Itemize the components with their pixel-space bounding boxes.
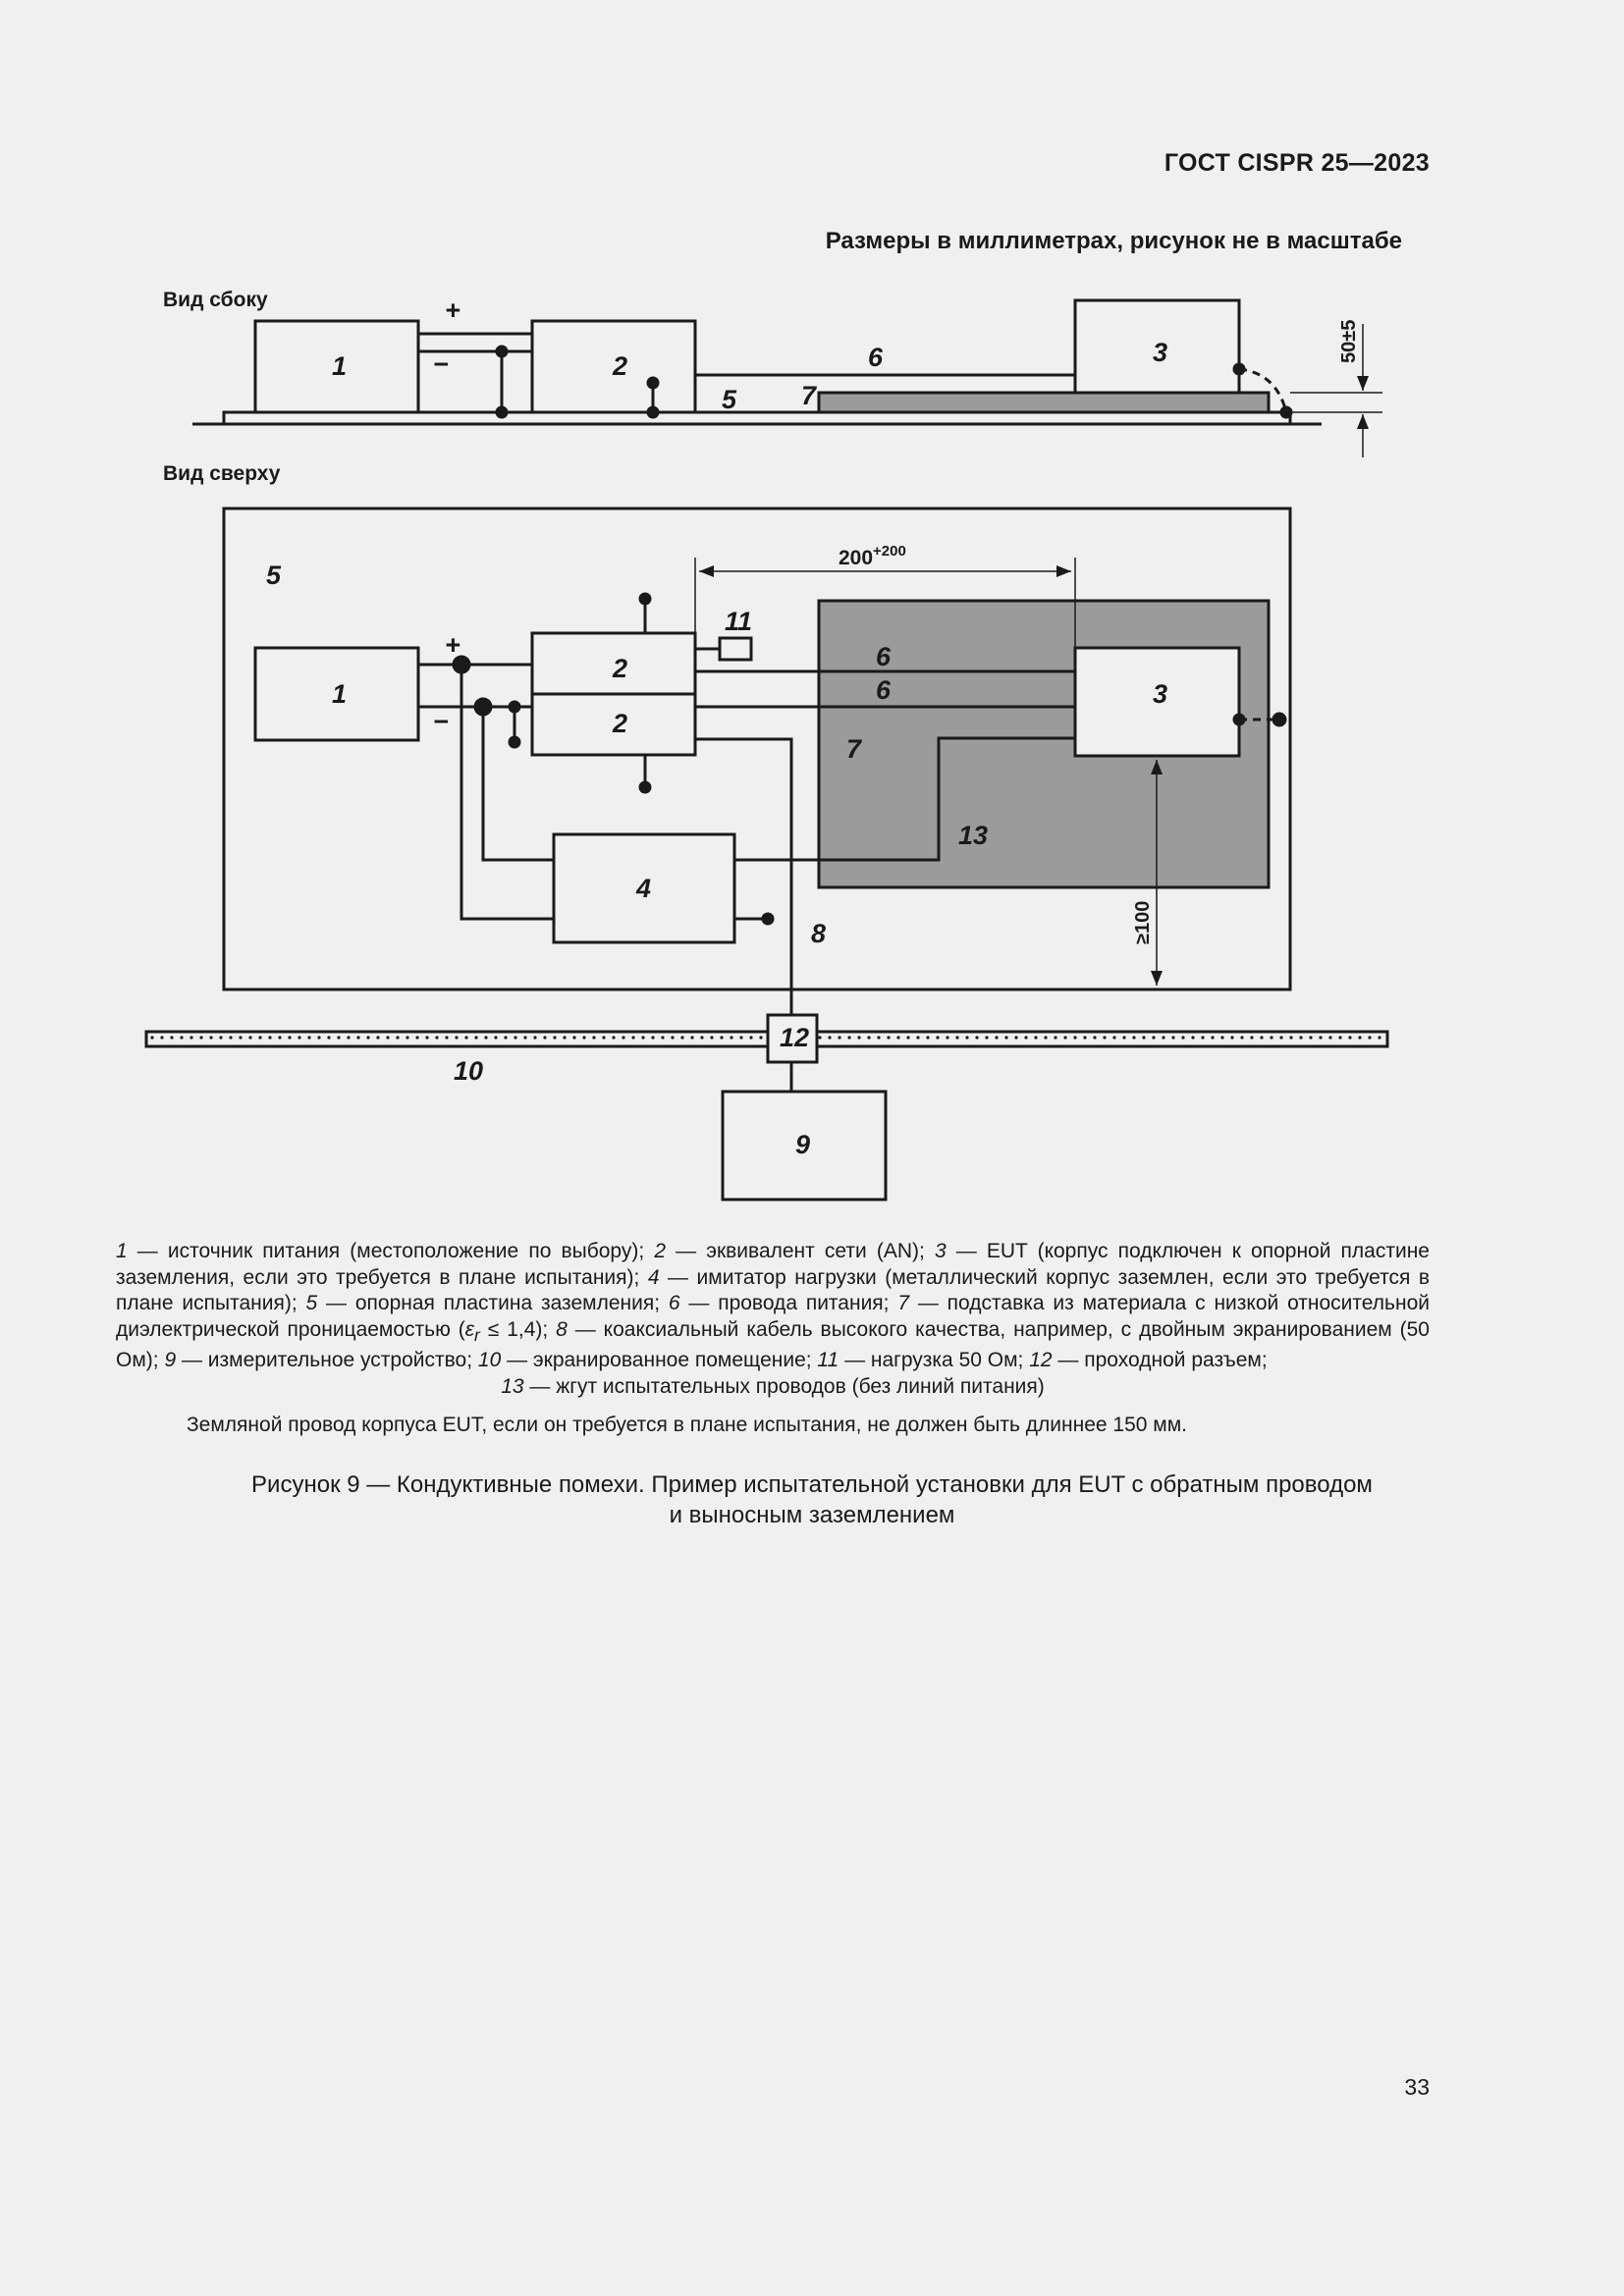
document-header: ГОСТ CISPR 25—2023 (1164, 149, 1430, 177)
label-2-top-a: 2 (613, 654, 628, 683)
label-5-top: 5 (266, 561, 282, 590)
label-6-top-a: 6 (876, 642, 892, 671)
side-view (163, 289, 1382, 457)
label-8: 8 (811, 919, 827, 948)
load-50-ohm (720, 638, 751, 660)
label-4: 4 (636, 874, 652, 903)
label-1-side: 1 (332, 351, 348, 381)
label-2-top-b: 2 (613, 709, 628, 738)
height-dimension: 50±5 (1338, 319, 1360, 363)
label-10: 10 (454, 1056, 484, 1086)
label-3-top: 3 (1153, 679, 1168, 709)
figure-caption (0, 1469, 1624, 1530)
shielded-room (146, 1015, 1387, 1200)
minus-sign-top: − (433, 707, 449, 736)
label-13: 13 (958, 821, 989, 850)
ground-wire-note: Земляной провод корпуса EUT, если он требуется в плане испытания, не должен быть длиннее 150 мм. (187, 1414, 1187, 1436)
dielectric-stand-side (819, 393, 1269, 412)
minus-sign: − (433, 349, 449, 379)
label-12: 12 (780, 1023, 810, 1052)
caption-line-2: и выносным заземлением (669, 1502, 955, 1528)
plus-sign: + (445, 295, 460, 325)
distance-dimension: $200^{+200}$ (839, 543, 906, 569)
dimensions-note: Размеры в миллиметрах, рисунок не в масштабе (825, 228, 1402, 254)
label-2-side: 2 (613, 351, 628, 381)
label-7-side: 7 (801, 381, 817, 410)
label-7-top: 7 (846, 734, 862, 764)
ground-plane-side (224, 412, 1290, 424)
caption-line-1: Рисунок 9 — Кондуктивные помехи. Пример испытательной установки для EUT с обратным проводом (251, 1471, 1373, 1498)
label-3-side: 3 (1153, 338, 1168, 367)
top-view (163, 462, 1290, 1015)
label-6-side: 6 (868, 343, 884, 372)
min-distance-dimension: ≥100 (1132, 900, 1154, 944)
plus-sign-top: + (445, 630, 460, 660)
top-view-title: Вид сверху (163, 462, 281, 485)
label-5-side: 5 (722, 385, 737, 414)
label-11: 11 (725, 607, 753, 636)
side-view-title: Вид сбоку (163, 289, 268, 311)
figure-legend: 1 — источник питания (местоположение по выбору); 2 — эквивалент сети (AN); 3 — EUT (корпус подключен к опорной пластине заземления, если это требуется в плане испытания); 4 — имитатор нагрузки (металлический корпус заземлен, если это требуется в плане испытания); 5 — опорная пластина заземления; 6 — провода питания; 7 — подставка из материала с низкой относительной диэлектрической проницаемостью $(\varepsilon_r \le 1,4)$; 8 — коаксиальный кабель высокого качества, например, с двойным экранированием (50 Ом); 9 — измерительное устройство; 10 — экранированное помещение; 11 — нагрузка 50 Ом; 12 — проходной разъем; 13 — жгут испытательных проводов (без линий питания) (116, 1240, 1430, 1398)
label-9: 9 (795, 1130, 811, 1159)
label-1-top: 1 (332, 679, 348, 709)
page-number: 33 (1404, 2074, 1430, 2100)
label-6-top-b: 6 (876, 675, 892, 705)
